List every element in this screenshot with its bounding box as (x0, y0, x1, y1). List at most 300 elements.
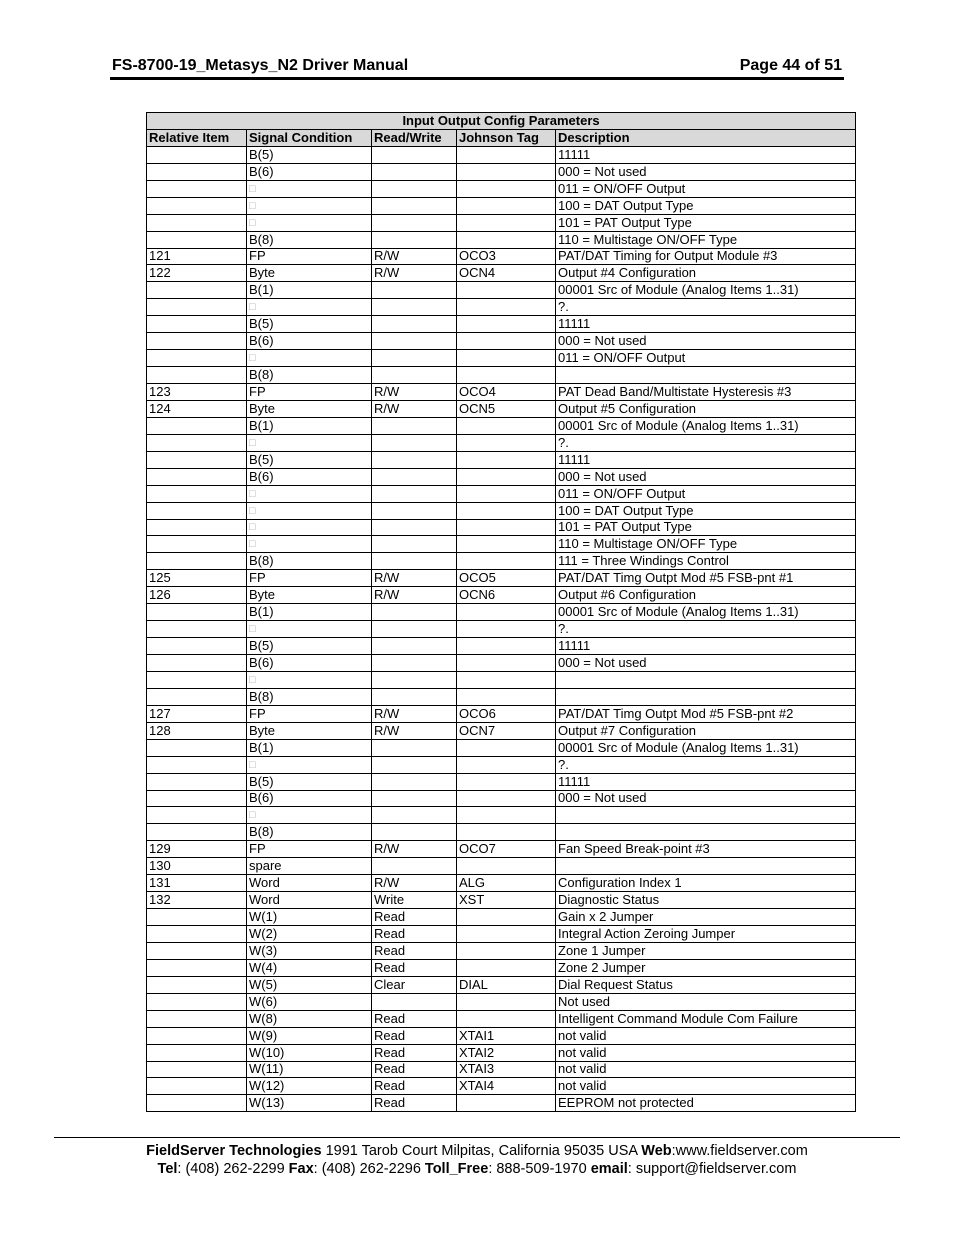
cell-johnson-tag (457, 553, 556, 570)
cell-signal-condition: Byte (247, 587, 372, 604)
table-row (147, 993, 856, 1010)
cell-relative-item (147, 536, 247, 553)
cell-read-write (372, 451, 457, 468)
cell-johnson-tag: ALG (457, 875, 556, 892)
cell-read-write: R/W (372, 722, 457, 739)
cell-read-write (372, 367, 457, 384)
table-row (147, 1044, 856, 1061)
cell-description: 00001 Src of Module (Analog Items 1..31) (556, 604, 856, 621)
cell-johnson-tag (457, 468, 556, 485)
cell-signal-condition: W(10) (247, 1044, 372, 1061)
cell-johnson-tag (457, 1010, 556, 1027)
footer-line-2 (0, 1161, 954, 1177)
cell-relative-item (147, 926, 247, 943)
cell-johnson-tag: XTAI4 (457, 1078, 556, 1095)
cell-description: 11111 (556, 146, 856, 163)
cell-johnson-tag (457, 214, 556, 231)
cell-description: ?. (556, 756, 856, 773)
cell-description: 011 = ON/OFF Output (556, 180, 856, 197)
cell-relative-item (147, 638, 247, 655)
cell-signal-condition: B(1) (247, 282, 372, 299)
cell-johnson-tag (457, 519, 556, 536)
cell-relative-item (147, 1078, 247, 1095)
footer-web-label: Web (641, 1143, 672, 1159)
cell-signal-condition: B(1) (247, 739, 372, 756)
cell-read-write (372, 519, 457, 536)
cell-relative-item (147, 197, 247, 214)
cell-signal-condition: B(5) (247, 773, 372, 790)
table-row (147, 434, 856, 451)
cell-johnson-tag (457, 434, 556, 451)
cell-johnson-tag (457, 316, 556, 333)
cell-description: Configuration Index 1 (556, 875, 856, 892)
cell-description: 000 = Not used (556, 655, 856, 672)
cell-read-write (372, 638, 457, 655)
column-header-signal-condition: Signal Condition (247, 129, 372, 146)
table-row (147, 417, 856, 434)
cell-relative-item: 131 (147, 875, 247, 892)
cell-signal-condition: W(2) (247, 926, 372, 943)
document-title: FS-8700-19_Metasys_N2 Driver Manual (112, 57, 409, 74)
cell-signal-condition: □ (247, 756, 372, 773)
table-title: Input Output Config Parameters (147, 113, 856, 130)
cell-description: 100 = DAT Output Type (556, 197, 856, 214)
cell-signal-condition: W(6) (247, 993, 372, 1010)
table-body (147, 146, 856, 1111)
cell-read-write: Read (372, 1095, 457, 1112)
cell-read-write (372, 739, 457, 756)
cell-relative-item (147, 756, 247, 773)
cell-johnson-tag: OCO3 (457, 248, 556, 265)
cell-johnson-tag (457, 333, 556, 350)
cell-relative-item: 129 (147, 841, 247, 858)
cell-description: 110 = Multistage ON/OFF Type (556, 231, 856, 248)
cell-johnson-tag (457, 926, 556, 943)
cell-read-write: Read (372, 926, 457, 943)
cell-johnson-tag (457, 536, 556, 553)
cell-relative-item (147, 790, 247, 807)
cell-read-write (372, 485, 457, 502)
cell-read-write (372, 536, 457, 553)
cell-relative-item: 132 (147, 892, 247, 909)
cell-signal-condition: B(8) (247, 688, 372, 705)
cell-signal-condition: FP (247, 705, 372, 722)
cell-description: 11111 (556, 316, 856, 333)
cell-read-write: R/W (372, 265, 457, 282)
cell-signal-condition: Word (247, 875, 372, 892)
cell-description: 000 = Not used (556, 163, 856, 180)
cell-relative-item (147, 180, 247, 197)
cell-description: 11111 (556, 773, 856, 790)
cell-johnson-tag (457, 909, 556, 926)
cell-description: not valid (556, 1044, 856, 1061)
cell-johnson-tag (457, 417, 556, 434)
footer-tollfree-value: : 888-509-1970 (488, 1161, 591, 1177)
table-row (147, 671, 856, 688)
cell-relative-item (147, 671, 247, 688)
cell-signal-condition: B(6) (247, 468, 372, 485)
cell-signal-condition: B(8) (247, 367, 372, 384)
cell-read-write: Read (372, 1044, 457, 1061)
cell-relative-item: 128 (147, 722, 247, 739)
table-row (147, 1078, 856, 1095)
cell-signal-condition: Byte (247, 400, 372, 417)
cell-read-write (372, 316, 457, 333)
cell-read-write (372, 807, 457, 824)
header-divider (110, 77, 844, 80)
cell-relative-item (147, 1044, 247, 1061)
footer-address: 1991 Tarob Court Milpitas, California 95035 USA (321, 1143, 642, 1159)
footer-line-1 (0, 1143, 954, 1159)
table-row (147, 570, 856, 587)
cell-read-write: Read (372, 909, 457, 926)
cell-relative-item (147, 739, 247, 756)
cell-description: 000 = Not used (556, 468, 856, 485)
cell-description: Zone 1 Jumper (556, 942, 856, 959)
cell-description: ?. (556, 434, 856, 451)
cell-read-write (372, 146, 457, 163)
cell-signal-condition: □ (247, 214, 372, 231)
table-row (147, 468, 856, 485)
table-row (147, 536, 856, 553)
cell-signal-condition: □ (247, 807, 372, 824)
cell-signal-condition: □ (247, 197, 372, 214)
footer-fax-value: : (408) 262-2296 (313, 1161, 425, 1177)
table-row (147, 739, 856, 756)
cell-relative-item (147, 621, 247, 638)
cell-relative-item (147, 468, 247, 485)
cell-relative-item (147, 909, 247, 926)
cell-signal-condition: Byte (247, 722, 372, 739)
cell-description: 11111 (556, 451, 856, 468)
cell-description (556, 858, 856, 875)
cell-description: Gain x 2 Jumper (556, 909, 856, 926)
cell-johnson-tag (457, 1095, 556, 1112)
cell-read-write: R/W (372, 400, 457, 417)
table-row (147, 688, 856, 705)
cell-johnson-tag: XTAI2 (457, 1044, 556, 1061)
cell-signal-condition: □ (247, 180, 372, 197)
table-row (147, 807, 856, 824)
cell-johnson-tag: OCN6 (457, 587, 556, 604)
cell-description: 000 = Not used (556, 790, 856, 807)
cell-signal-condition: FP (247, 841, 372, 858)
cell-read-write: R/W (372, 875, 457, 892)
cell-signal-condition: B(8) (247, 824, 372, 841)
table-row (147, 824, 856, 841)
table-title-row (147, 113, 856, 130)
column-header-read-write: Read/Write (372, 129, 457, 146)
cell-relative-item (147, 824, 247, 841)
cell-read-write (372, 824, 457, 841)
column-header-relative-item: Relative Item (147, 129, 247, 146)
cell-read-write: R/W (372, 248, 457, 265)
cell-johnson-tag (457, 773, 556, 790)
cell-description: Output #4 Configuration (556, 265, 856, 282)
cell-relative-item (147, 1095, 247, 1112)
cell-johnson-tag (457, 604, 556, 621)
table-row (147, 299, 856, 316)
table-row (147, 214, 856, 231)
cell-description: EEPROM not protected (556, 1095, 856, 1112)
cell-signal-condition: W(9) (247, 1027, 372, 1044)
table-row (147, 553, 856, 570)
table-row (147, 519, 856, 536)
cell-read-write: Write (372, 892, 457, 909)
cell-johnson-tag (457, 858, 556, 875)
footer-divider (54, 1137, 900, 1138)
cell-description: 100 = DAT Output Type (556, 502, 856, 519)
cell-read-write: R/W (372, 841, 457, 858)
cell-relative-item (147, 976, 247, 993)
footer-tollfree-label: Toll_Free (424, 1161, 489, 1177)
cell-johnson-tag (457, 942, 556, 959)
cell-read-write: Clear (372, 976, 457, 993)
cell-signal-condition: B(5) (247, 316, 372, 333)
cell-signal-condition: □ (247, 536, 372, 553)
cell-relative-item (147, 417, 247, 434)
cell-description: ?. (556, 299, 856, 316)
cell-description: ?. (556, 621, 856, 638)
footer-email-value: : support@fieldserver.com (627, 1161, 797, 1177)
cell-relative-item (147, 1010, 247, 1027)
cell-relative-item (147, 553, 247, 570)
cell-signal-condition: W(5) (247, 976, 372, 993)
table-row (147, 231, 856, 248)
cell-signal-condition: □ (247, 299, 372, 316)
cell-signal-condition: W(12) (247, 1078, 372, 1095)
cell-relative-item: 122 (147, 265, 247, 282)
cell-description: 00001 Src of Module (Analog Items 1..31) (556, 739, 856, 756)
cell-description: Output #7 Configuration (556, 722, 856, 739)
cell-relative-item (147, 146, 247, 163)
column-header-description: Description (556, 129, 856, 146)
cell-description (556, 824, 856, 841)
footer-email-label: email (590, 1161, 628, 1177)
cell-johnson-tag (457, 655, 556, 672)
cell-read-write (372, 197, 457, 214)
cell-johnson-tag (457, 180, 556, 197)
cell-read-write (372, 773, 457, 790)
cell-description: 111 = Three Windings Control (556, 553, 856, 570)
table-row (147, 1027, 856, 1044)
table-row (147, 367, 856, 384)
cell-relative-item (147, 1027, 247, 1044)
cell-relative-item (147, 485, 247, 502)
cell-relative-item (147, 773, 247, 790)
table-row (147, 926, 856, 943)
table-row (147, 604, 856, 621)
cell-signal-condition: W(3) (247, 942, 372, 959)
cell-read-write (372, 671, 457, 688)
cell-johnson-tag: OCN4 (457, 265, 556, 282)
cell-description: 000 = Not used (556, 333, 856, 350)
cell-read-write: R/W (372, 384, 457, 401)
cell-signal-condition: B(6) (247, 655, 372, 672)
cell-johnson-tag (457, 671, 556, 688)
table-row (147, 265, 856, 282)
cell-relative-item: 124 (147, 400, 247, 417)
table-row (147, 384, 856, 401)
table-row (147, 621, 856, 638)
table-row (147, 485, 856, 502)
cell-signal-condition: W(11) (247, 1061, 372, 1078)
cell-read-write (372, 553, 457, 570)
table-row (147, 248, 856, 265)
table-row (147, 959, 856, 976)
cell-read-write (372, 282, 457, 299)
footer-tel-label: Tel (157, 1161, 178, 1177)
table-row (147, 942, 856, 959)
table-row (147, 858, 856, 875)
cell-signal-condition: □ (247, 485, 372, 502)
cell-signal-condition: B(8) (247, 553, 372, 570)
cell-description: 110 = Multistage ON/OFF Type (556, 536, 856, 553)
cell-johnson-tag (457, 790, 556, 807)
cell-signal-condition: □ (247, 434, 372, 451)
cell-read-write: Read (372, 1078, 457, 1095)
cell-johnson-tag (457, 739, 556, 756)
cell-relative-item (147, 993, 247, 1010)
cell-description: not valid (556, 1078, 856, 1095)
cell-description: not valid (556, 1027, 856, 1044)
table-row (147, 841, 856, 858)
cell-johnson-tag: XST (457, 892, 556, 909)
cell-johnson-tag (457, 807, 556, 824)
table-row (147, 655, 856, 672)
cell-relative-item (147, 299, 247, 316)
cell-description: 011 = ON/OFF Output (556, 485, 856, 502)
cell-relative-item (147, 333, 247, 350)
cell-description: Output #6 Configuration (556, 587, 856, 604)
cell-read-write (372, 299, 457, 316)
cell-relative-item (147, 163, 247, 180)
cell-signal-condition: B(5) (247, 451, 372, 468)
cell-signal-condition: FP (247, 384, 372, 401)
cell-johnson-tag (457, 367, 556, 384)
cell-relative-item: 127 (147, 705, 247, 722)
cell-read-write (372, 434, 457, 451)
cell-signal-condition: B(6) (247, 790, 372, 807)
table-row (147, 976, 856, 993)
cell-read-write: R/W (372, 587, 457, 604)
cell-signal-condition: W(4) (247, 959, 372, 976)
cell-signal-condition: B(8) (247, 231, 372, 248)
cell-johnson-tag (457, 197, 556, 214)
cell-signal-condition: W(13) (247, 1095, 372, 1112)
cell-read-write (372, 231, 457, 248)
cell-description: Zone 2 Jumper (556, 959, 856, 976)
footer-company: FieldServer Technologies (146, 1143, 322, 1159)
footer-fax-label: Fax (288, 1161, 314, 1177)
table-row (147, 909, 856, 926)
cell-johnson-tag: OCN5 (457, 400, 556, 417)
cell-read-write: Read (372, 942, 457, 959)
cell-description (556, 367, 856, 384)
cell-description: PAT/DAT Timg Outpt Mod #5 FSB-pnt #1 (556, 570, 856, 587)
table-row (147, 451, 856, 468)
table-row (147, 638, 856, 655)
cell-read-write: Read (372, 959, 457, 976)
column-header-johnson-tag: Johnson Tag (457, 129, 556, 146)
cell-signal-condition: B(1) (247, 417, 372, 434)
cell-johnson-tag (457, 993, 556, 1010)
cell-description: not valid (556, 1061, 856, 1078)
cell-description: Diagnostic Status (556, 892, 856, 909)
cell-relative-item (147, 350, 247, 367)
cell-description: Integral Action Zeroing Jumper (556, 926, 856, 943)
cell-read-write: R/W (372, 705, 457, 722)
table-row (147, 756, 856, 773)
cell-johnson-tag: OCN7 (457, 722, 556, 739)
table-row (147, 773, 856, 790)
cell-relative-item (147, 316, 247, 333)
cell-johnson-tag (457, 756, 556, 773)
cell-description: 00001 Src of Module (Analog Items 1..31) (556, 417, 856, 434)
cell-relative-item: 121 (147, 248, 247, 265)
cell-johnson-tag: XTAI1 (457, 1027, 556, 1044)
cell-johnson-tag (457, 299, 556, 316)
cell-signal-condition: B(1) (247, 604, 372, 621)
cell-signal-condition: W(1) (247, 909, 372, 926)
cell-description: PAT/DAT Timg Outpt Mod #5 FSB-pnt #2 (556, 705, 856, 722)
cell-johnson-tag (457, 621, 556, 638)
table-row (147, 502, 856, 519)
table-row (147, 1061, 856, 1078)
cell-read-write (372, 333, 457, 350)
cell-johnson-tag (457, 959, 556, 976)
cell-read-write: R/W (372, 570, 457, 587)
cell-read-write (372, 180, 457, 197)
cell-relative-item (147, 1061, 247, 1078)
cell-johnson-tag (457, 824, 556, 841)
cell-signal-condition: □ (247, 350, 372, 367)
cell-johnson-tag: OCO7 (457, 841, 556, 858)
cell-signal-condition: B(6) (247, 333, 372, 350)
table-row (147, 587, 856, 604)
cell-signal-condition: B(6) (247, 163, 372, 180)
cell-read-write (372, 756, 457, 773)
cell-relative-item (147, 604, 247, 621)
footer-web-value: :www.fieldserver.com (671, 1143, 808, 1159)
cell-johnson-tag (457, 282, 556, 299)
table-row (147, 197, 856, 214)
cell-johnson-tag: OCO4 (457, 384, 556, 401)
cell-relative-item (147, 214, 247, 231)
cell-signal-condition: FP (247, 248, 372, 265)
table-row (147, 400, 856, 417)
cell-read-write (372, 417, 457, 434)
cell-description: Output #5 Configuration (556, 400, 856, 417)
table-row (147, 333, 856, 350)
cell-relative-item (147, 688, 247, 705)
cell-read-write: Read (372, 1027, 457, 1044)
cell-signal-condition: W(8) (247, 1010, 372, 1027)
page-number: Page 44 of 51 (739, 57, 842, 74)
cell-signal-condition: □ (247, 621, 372, 638)
cell-signal-condition: □ (247, 519, 372, 536)
cell-signal-condition: Byte (247, 265, 372, 282)
cell-description: 11111 (556, 638, 856, 655)
table-row (147, 1095, 856, 1112)
page-header (112, 57, 842, 79)
cell-signal-condition: □ (247, 671, 372, 688)
cell-read-write: Read (372, 1061, 457, 1078)
cell-read-write (372, 350, 457, 367)
table-row (147, 180, 856, 197)
cell-johnson-tag (457, 502, 556, 519)
cell-read-write (372, 858, 457, 875)
